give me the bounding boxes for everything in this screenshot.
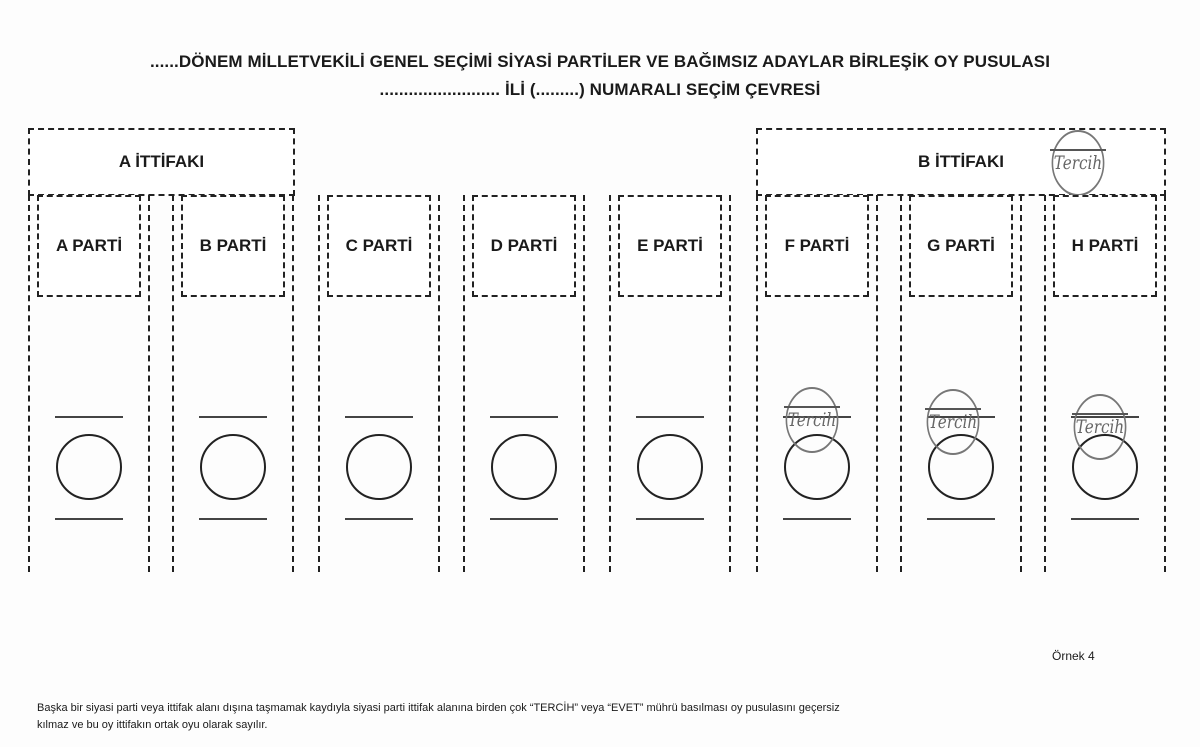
vote-circle[interactable] — [637, 434, 703, 500]
signature-line-top — [345, 416, 413, 418]
signature-line-bottom — [927, 518, 995, 520]
signature-line-bottom — [1071, 518, 1139, 520]
alliance-b-box — [756, 128, 1166, 196]
column-border-right — [1164, 195, 1166, 572]
party-label: H PARTİ — [1071, 236, 1139, 255]
alliance-a-label: A İTTİFAKI — [118, 152, 205, 171]
column-border-left — [900, 195, 902, 572]
party-label: C PARTİ — [345, 236, 413, 255]
constituency-title: ......................... İLİ (.........) NUMARALI SEÇİM ÇEVRESİ — [379, 80, 821, 99]
alliance-b-label: B İTTİFAKI — [918, 152, 1004, 171]
footnote: Başka bir siyasi parti veya ittifak alanı dışına taşmamak kaydıyla siyasi parti ittifak alanına birden çok “TERCİH” veya “EVET” mührü basılması oy pusulasını geçersiz kılmaz ve bu oy ittifakın ortak oyu olarak sayılır. — [37, 702, 840, 731]
vote-circle[interactable] — [491, 434, 557, 500]
party-box — [909, 195, 1013, 297]
column-border-left — [172, 195, 174, 572]
column-border-left — [28, 195, 30, 572]
signature-line-bottom — [55, 518, 123, 520]
column-border-right — [729, 195, 731, 572]
signature-line-top — [199, 416, 267, 418]
column-border-right — [583, 195, 585, 572]
party-box — [765, 195, 869, 297]
alliance-a-box — [28, 128, 295, 196]
tercih-stamp: Tercih — [786, 387, 839, 453]
column-border-right — [292, 195, 294, 572]
party-label: B PARTİ — [199, 236, 267, 255]
party-box — [618, 195, 722, 297]
column-border-right — [438, 195, 440, 572]
signature-line-top — [55, 416, 123, 418]
column-border-left — [1044, 195, 1046, 572]
vote-circle[interactable] — [56, 434, 122, 500]
ballot-title: ......DÖNEM MİLLETVEKİLİ GENEL SEÇİMİ SİYASİ PARTİLER VE BAĞIMSIZ ADAYLAR BİRLEŞİK OY PUSULASI — [149, 52, 1051, 71]
column-border-left — [463, 195, 465, 572]
sample-label: Örnek 4 — [1052, 649, 1095, 663]
party-box — [327, 195, 431, 297]
column-border-left — [609, 195, 611, 572]
vote-circle[interactable] — [200, 434, 266, 500]
party-box — [472, 195, 576, 297]
signature-line-bottom — [490, 518, 558, 520]
party-box — [181, 195, 285, 297]
tercih-stamp: Tercih — [927, 389, 980, 455]
party-label: E PARTİ — [637, 236, 703, 255]
party-box — [37, 195, 141, 297]
column-border-right — [148, 195, 150, 572]
signature-line-bottom — [783, 518, 851, 520]
signature-line-top — [490, 416, 558, 418]
party-label: A PARTİ — [55, 236, 123, 255]
tercih-stamp-alliance-b: Tercih — [1052, 130, 1105, 196]
vote-circle[interactable] — [346, 434, 412, 500]
column-border-right — [1020, 195, 1022, 572]
party-box — [1053, 195, 1157, 297]
signature-line-top — [636, 416, 704, 418]
party-label: G PARTİ — [927, 236, 995, 255]
party-label: F PARTİ — [784, 236, 850, 255]
column-border-left — [318, 195, 320, 572]
column-border-right — [876, 195, 878, 572]
signature-line-bottom — [345, 518, 413, 520]
party-label: D PARTİ — [490, 236, 558, 255]
signature-line-bottom — [636, 518, 704, 520]
tercih-stamp: Tercih — [1074, 394, 1127, 460]
signature-line-bottom — [199, 518, 267, 520]
column-border-left — [756, 195, 758, 572]
